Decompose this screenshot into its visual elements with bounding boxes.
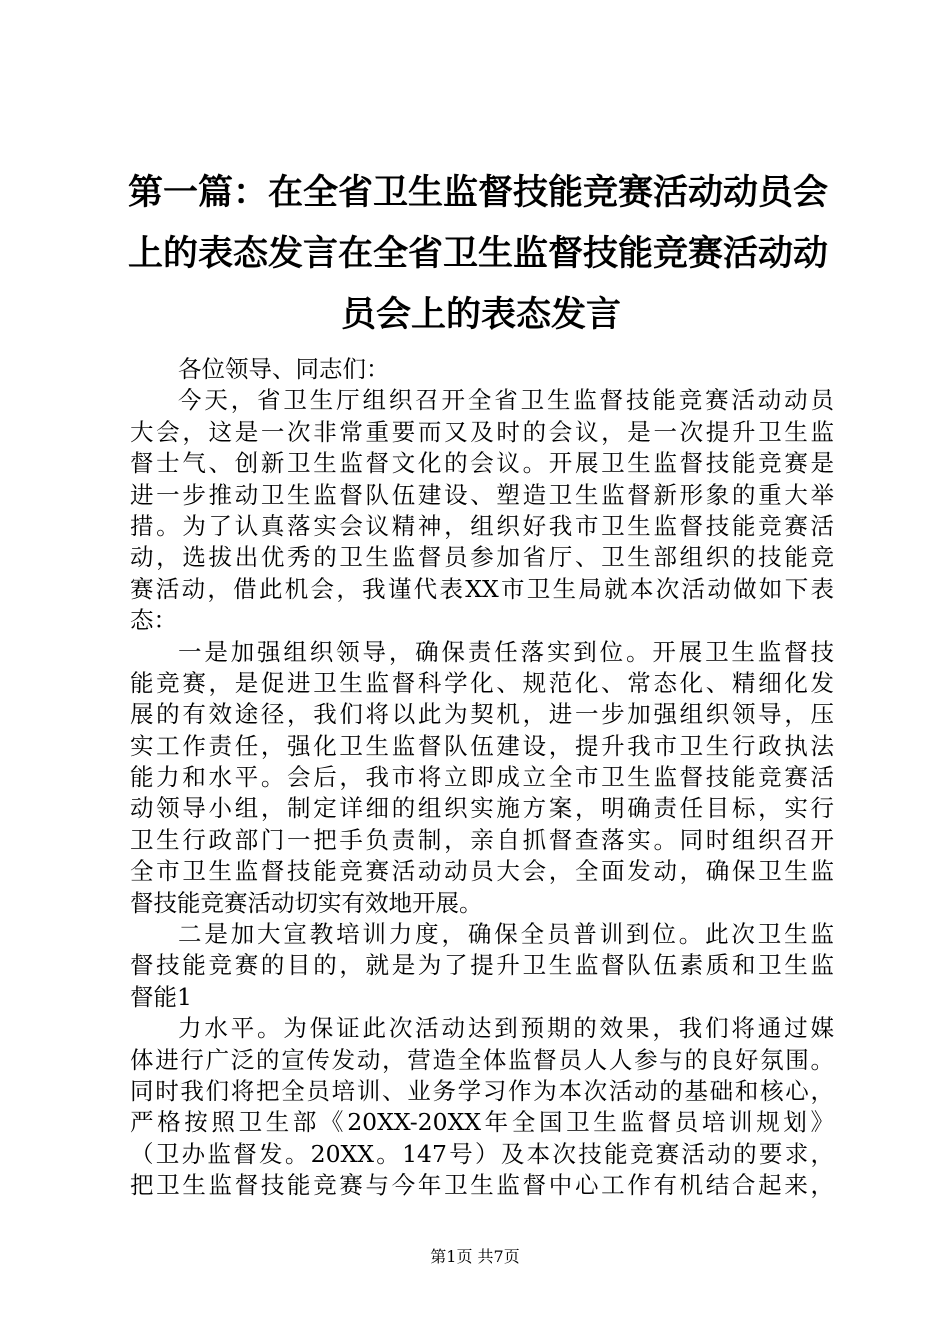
paragraph-line: 能竞赛，是促进卫生监督科学化、规范化、常态化、精细化发: [130, 668, 834, 697]
title-line: 第一篇：在全省卫生监督技能竞赛活动动员会: [128, 172, 829, 213]
page-number-footer: 第1页 共7页: [430, 1247, 520, 1266]
paragraph-line: 体进行广泛的宣传发动，营造全体监督员人人参与的良好氛围。: [130, 1045, 834, 1074]
paragraph-line: 督技能竞赛的目的，就是为了提升卫生监督队伍素质和卫生监: [130, 951, 834, 980]
paragraph-line: 赛活动，借此机会，我谨代表XX市卫生局就本次活动做如下表: [130, 574, 834, 603]
paragraph-line: （卫办监督发。20XX。147号）及本次技能竞赛活动的要求，: [130, 1139, 834, 1168]
paragraph-line: 今天，省卫生厅组织召开全省卫生监督技能竞赛活动动员: [178, 386, 834, 415]
paragraph-line: 能力和水平。会后，我市将立即成立全市卫生监督技能竞赛活: [130, 763, 834, 792]
document-body: [130, 354, 834, 1202]
paragraph-line: 一是加强组织领导，确保责任落实到位。开展卫生监督技: [178, 637, 834, 666]
paragraph-line: 动，选拔出优秀的卫生监督员参加省厅、卫生部组织的技能竞: [130, 543, 834, 572]
title-line: 上的表态发言在全省卫生监督技能竞赛活动动: [128, 233, 829, 274]
paragraph-line: 二是加大宣教培训力度，确保全员普训到位。此次卫生监: [178, 920, 834, 949]
paragraph-line: 严格按照卫生部《20XX-20XX年全国卫生监督员培训规划》: [130, 1108, 834, 1137]
paragraph-line: 展的有效途径，我们将以此为契机，进一步加强组织领导，压: [130, 700, 834, 729]
paragraph-line: 力水平。为保证此次活动达到预期的效果，我们将通过媒: [178, 1014, 834, 1043]
paragraph-line: 督士气、创新卫生监督文化的会议。开展卫生监督技能竞赛是: [130, 449, 834, 478]
paragraph-line: 督能1: [130, 982, 192, 1011]
paragraph-line: 大会，这是一次非常重要而又及时的会议，是一次提升卫生监: [130, 417, 834, 446]
salutation-line: 各位领导、同志们：: [178, 355, 390, 383]
paragraph-line: 同时我们将把全员培训、业务学习作为本次活动的基础和核心，: [130, 1076, 834, 1105]
paragraph-line: 督技能竞赛活动切实有效地开展。: [130, 888, 483, 917]
title-line: 员会上的表态发言: [340, 294, 621, 335]
document-title: [128, 162, 834, 345]
paragraph-line: 态：: [130, 606, 177, 635]
paragraph-line: 全市卫生监督技能竞赛活动动员大会，全面发动，确保卫生监: [130, 857, 834, 886]
paragraph-line: 把卫生监督技能竞赛与今年卫生监督中心工作有机结合起来，: [130, 1171, 834, 1200]
paragraph-line: 卫生行政部门一把手负责制，亲自抓督查落实。同时组织召开: [130, 825, 834, 854]
paragraph-line: 动领导小组，制定详细的组织实施方案，明确责任目标，实行: [130, 794, 834, 823]
paragraph-line: 进一步推动卫生监督队伍建设、塑造卫生监督新形象的重大举: [130, 480, 834, 509]
paragraph-line: 实工作责任，强化卫生监督队伍建设，提升我市卫生行政执法: [130, 731, 834, 760]
paragraph-line: 措。为了认真落实会议精神，组织好我市卫生监督技能竞赛活: [130, 511, 834, 540]
